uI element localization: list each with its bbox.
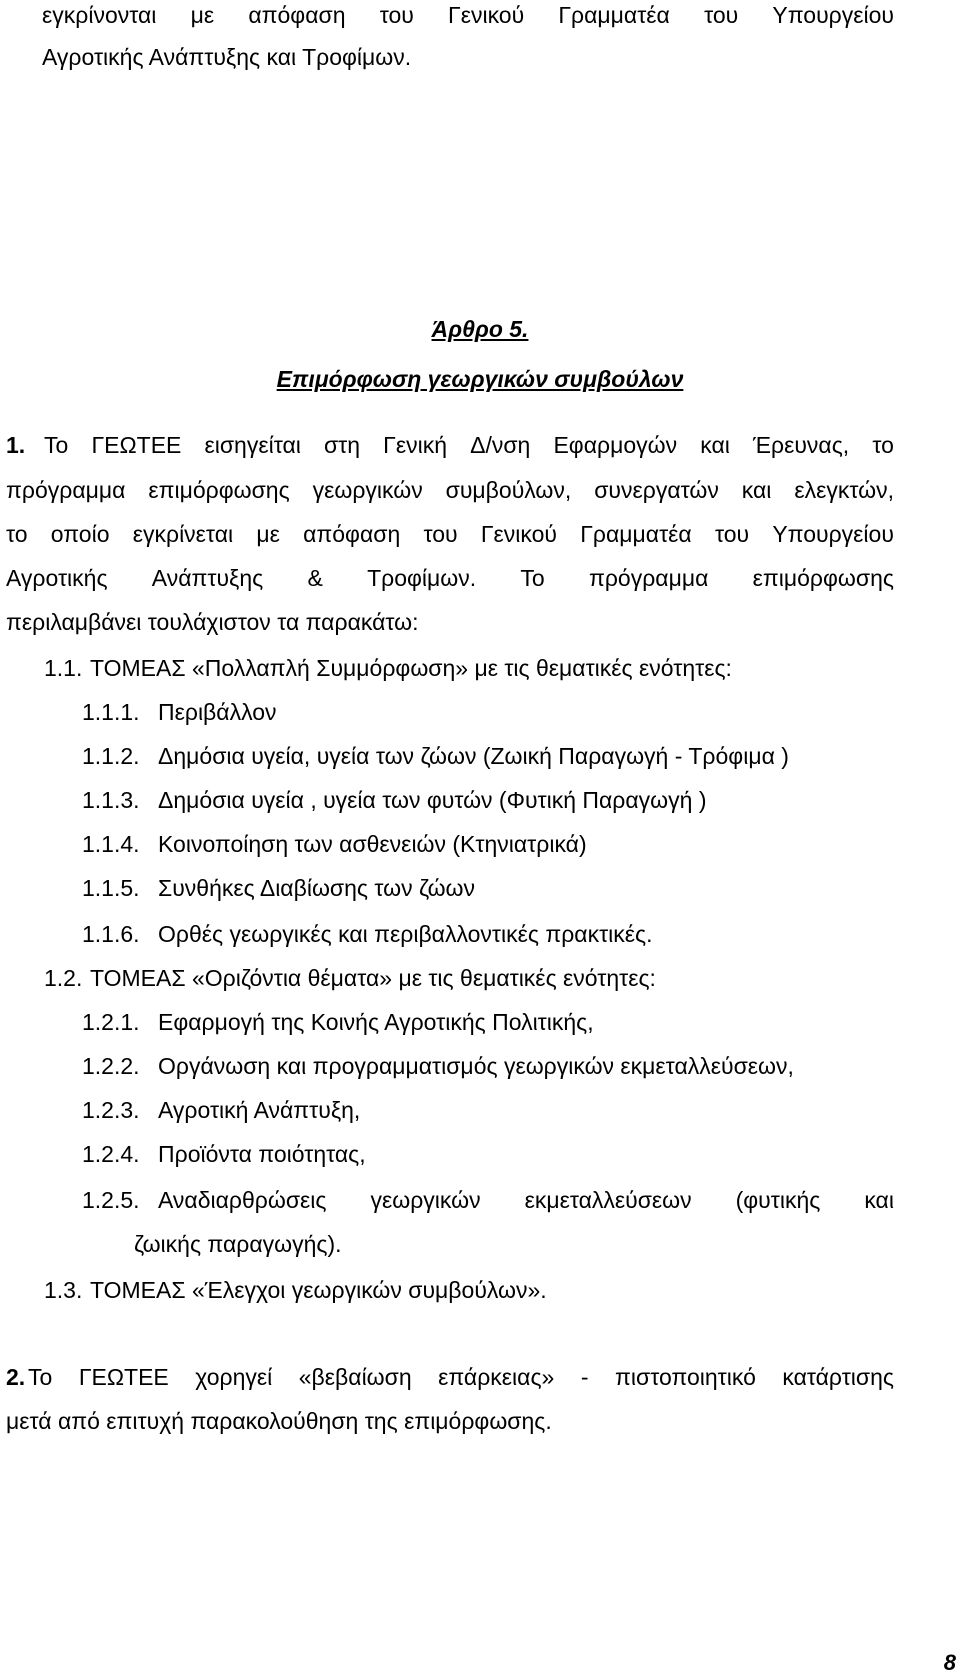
item-text: Εφαρμογή της Κοινής Αγροτικής Πολιτικής, [158,1009,594,1035]
item-number: 1.2.4. [82,1141,140,1167]
section-title: ΤΟΜΕΑΣ «Έλεγχοι γεωργικών συμβούλων». [90,1277,547,1303]
item-text: Δημόσια υγεία , υγεία των φυτών (Φυτική Παραγωγή ) [158,787,707,813]
text-line: Αγροτικής Ανάπτυξης και Τροφίμων. [42,44,412,70]
item-number: 1.2.2. [82,1053,140,1079]
item-number: 1.2.1. [82,1009,140,1035]
article-heading: Άρθρο 5. [431,316,529,342]
item-text: Κοινοποίηση των ασθενειών (Κτηνιατρικά) [158,831,587,857]
paragraph-number: 2. [6,1364,26,1390]
item-number: 1.1.1. [82,699,140,725]
text-line: Το ΓΕΩΤΕΕ εισηγείται στη Γενική Δ/νση Εφαρμογών και Έρευνας, το [44,432,894,458]
section-title: ΤΟΜΕΑΣ «Πολλαπλή Συμμόρφωση» με τις θεματικές ενότητες: [90,655,732,681]
section-number: 1.1. [44,655,83,681]
item-number: 1.1.4. [82,831,140,857]
item-text: Οργάνωση και προγραμματισμός γεωργικών εκμεταλλεύσεων, [158,1053,794,1079]
text-line: μετά από επιτυχή παρακολούθηση της επιμόρφωσης. [6,1408,552,1434]
text-line: το οποίο εγκρίνεται με απόφαση του Γενικού Γραμματέα του Υπουργείου [6,521,894,547]
text-line: περιλαμβάνει τουλάχιστον τα παρακάτω: [6,609,419,635]
text-line: εγκρίνονται με απόφαση του Γενικού Γραμματέα του Υπουργείου [42,2,894,28]
item-number: 1.2.5. [82,1187,140,1213]
item-text: Δημόσια υγεία, υγεία των ζώων (Ζωική Παραγωγή - Τρόφιμα ) [158,743,789,769]
item-number: 1.1.3. [82,787,140,813]
item-text: Ορθές γεωργικές και περιβαλλοντικές πρακτικές. [158,921,653,947]
item-text: Περιβάλλον [158,699,277,725]
paragraph-number: 1. [6,432,26,458]
text-line: Αγροτικής Ανάπτυξης & Τροφίμων. Το πρόγραμμα επιμόρφωσης [6,565,894,591]
article-title: Επιμόρφωση γεωργικών συμβούλων [276,366,684,392]
text-line: Το ΓΕΩΤΕΕ χορηγεί «βεβαίωση επάρκειας» - πιστοποιητικό κατάρτισης [28,1364,894,1390]
item-text: Αγροτική Ανάπτυξη, [158,1097,361,1123]
item-text: Συνθήκες Διαβίωσης των ζώων [158,875,475,901]
page-number: 8 [943,1650,956,1675]
item-text: Αναδιαρθρώσεις γεωργικών εκμεταλλεύσεων (φυτικής και [158,1187,894,1213]
item-number: 1.2.3. [82,1097,140,1123]
item-text: Προϊόντα ποιότητας, [158,1141,366,1167]
text-line: πρόγραμμα επιμόρφωσης γεωργικών συμβούλων, συνεργατών και ελεγκτών, [6,477,894,503]
item-number: 1.1.5. [82,875,140,901]
item-number: 1.1.6. [82,921,140,947]
section-title: ΤΟΜΕΑΣ «Οριζόντια θέματα» με τις θεματικές ενότητες: [90,965,656,991]
section-number: 1.2. [44,965,83,991]
item-text-continuation: ζωικής παραγωγής). [134,1231,342,1257]
section-number: 1.3. [44,1277,83,1303]
item-number: 1.1.2. [82,743,140,769]
